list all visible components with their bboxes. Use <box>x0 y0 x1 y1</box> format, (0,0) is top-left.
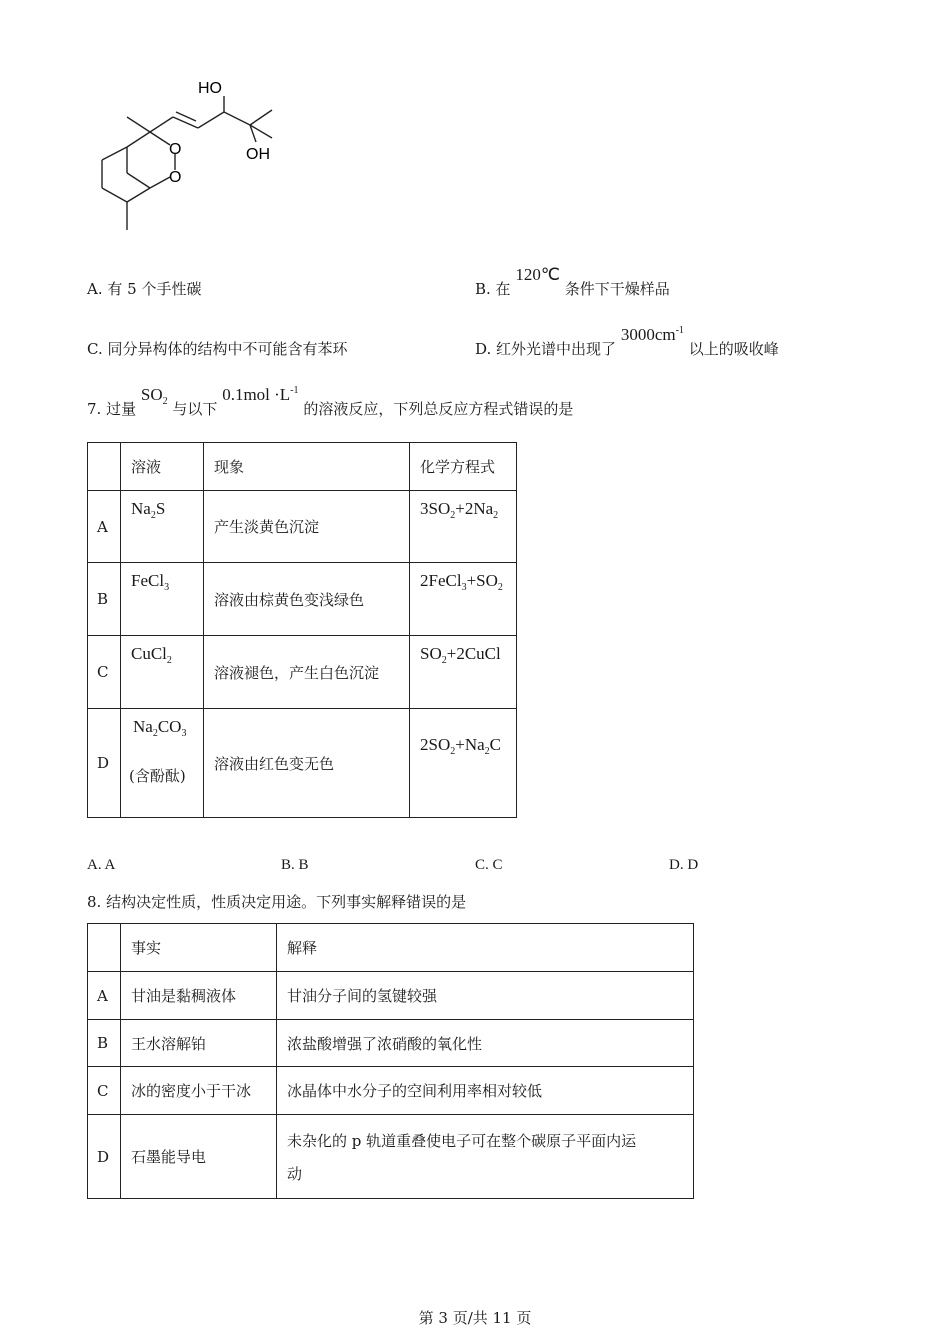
fact-cell: 石墨能导电 <box>121 1115 277 1199</box>
solution-cell: $Na_2CO_3$ (含酚酞) <box>121 709 204 818</box>
q6-option-c[interactable]: C. 同分异构体的结构中不可能含有苯环 <box>87 340 348 358</box>
solution-cell: FeCl$_3$ <box>121 563 204 636</box>
fact-cell: 王水溶解铂 <box>121 1020 277 1067</box>
q6-option-b[interactable]: B. 在 120℃ 条件下干燥样品 <box>475 265 670 298</box>
q8-header-fact: 事实 <box>121 924 277 972</box>
q7-option-b[interactable]: B. B <box>281 857 309 873</box>
explanation-cell: 甘油分子间的氢键较强 <box>277 972 694 1020</box>
row-label: B <box>88 1020 121 1067</box>
q7-header-equation: 化学方程式 <box>410 443 517 491</box>
q8-header-explanation: 解释 <box>277 924 694 972</box>
indicator-note: (含酚酞) <box>129 767 186 785</box>
equation-cell: $3SO_2+2Na_2$ <box>410 491 517 563</box>
row-label: D <box>88 709 121 818</box>
peroxide-oxygen-1: O <box>169 141 182 158</box>
explanation-cell: 浓盐酸增强了浓硝酸的氧化性 <box>277 1020 694 1067</box>
row-label: A <box>88 972 121 1020</box>
q7-header-solution: 溶液 <box>121 443 204 491</box>
row-label: B <box>88 563 121 636</box>
wavenumber-value: $3000cm^{-1}$ <box>620 325 684 344</box>
temperature-value: 120℃ <box>515 265 560 284</box>
table-row <box>88 972 694 1020</box>
q7-option-d[interactable]: D. D <box>669 857 699 873</box>
q6-option-d[interactable]: D. 红外光谱中出现了 $3000cm^{-1}$ 以上的吸收峰 <box>475 325 779 358</box>
phenomenon-cell: 溶液由棕黄色变浅绿色 <box>204 563 410 636</box>
table-row <box>88 491 517 563</box>
q8-header-row <box>88 924 694 972</box>
phenomenon-cell: 溶液褪色，产生白色沉淀 <box>204 636 410 709</box>
q7-table <box>87 442 517 818</box>
phenomenon-cell: 产生淡黄色沉淀 <box>204 491 410 563</box>
equation-cell: $SO_2+2CuCl$ <box>410 636 517 709</box>
table-row <box>88 563 517 636</box>
row-label: C <box>88 1067 121 1115</box>
table-row <box>88 709 517 818</box>
fact-cell: 冰的密度小于干冰 <box>121 1067 277 1115</box>
q7-header-row <box>88 443 517 491</box>
table-row <box>88 1115 694 1199</box>
hydroxyl-label-top: HO <box>198 80 222 97</box>
peroxide-oxygen-2: O <box>169 169 182 186</box>
q8-table <box>87 923 694 1199</box>
table-row <box>88 1067 694 1115</box>
explanation-line-1: 未杂化的 p 轨道重叠使电子可在整个碳原子平面内运 <box>287 1131 637 1150</box>
equation-cell: $2FeCl_3+SO_2$ <box>410 563 517 636</box>
row-label: C <box>88 636 121 709</box>
q7-header-phenomenon: 现象 <box>204 443 410 491</box>
equation-cell: $2SO_2+Na_2C$ <box>410 709 517 818</box>
q7-option-a[interactable]: A. A <box>87 857 116 873</box>
molecule-structure <box>90 70 290 240</box>
explanation-cell: 冰晶体中水分子的空间利用率相对较低 <box>277 1067 694 1115</box>
explanation-line-2: 动 <box>287 1164 303 1183</box>
q6-option-a[interactable]: A. 有 5 个手性碳 <box>87 280 202 298</box>
q7-stem: 7. 过量 $SO_2$ 与以下 $0.1mol \cdot L^{-1}$ 的溶液反应，下列总反应方程式错误的是 <box>87 385 574 418</box>
q8-stem: 8. 结构决定性质，性质决定用途。下列事实解释错误的是 <box>87 893 467 911</box>
solution-cell: $Na_2S$ <box>121 491 204 563</box>
fact-cell: 甘油是黏稠液体 <box>121 972 277 1020</box>
solution-cell: CuCl$_2$ <box>121 636 204 709</box>
explanation-cell <box>277 1115 694 1199</box>
q7-option-c[interactable]: C. C <box>475 857 503 873</box>
table-row <box>88 636 517 709</box>
table-row <box>88 1020 694 1067</box>
hydroxyl-label-bottom: OH <box>246 146 270 163</box>
phenomenon-cell: 溶液由红色变无色 <box>204 709 410 818</box>
row-label: A <box>88 491 121 563</box>
page-number: 第 3 页/共 11 页 <box>418 1309 532 1327</box>
row-label: D <box>88 1115 121 1199</box>
